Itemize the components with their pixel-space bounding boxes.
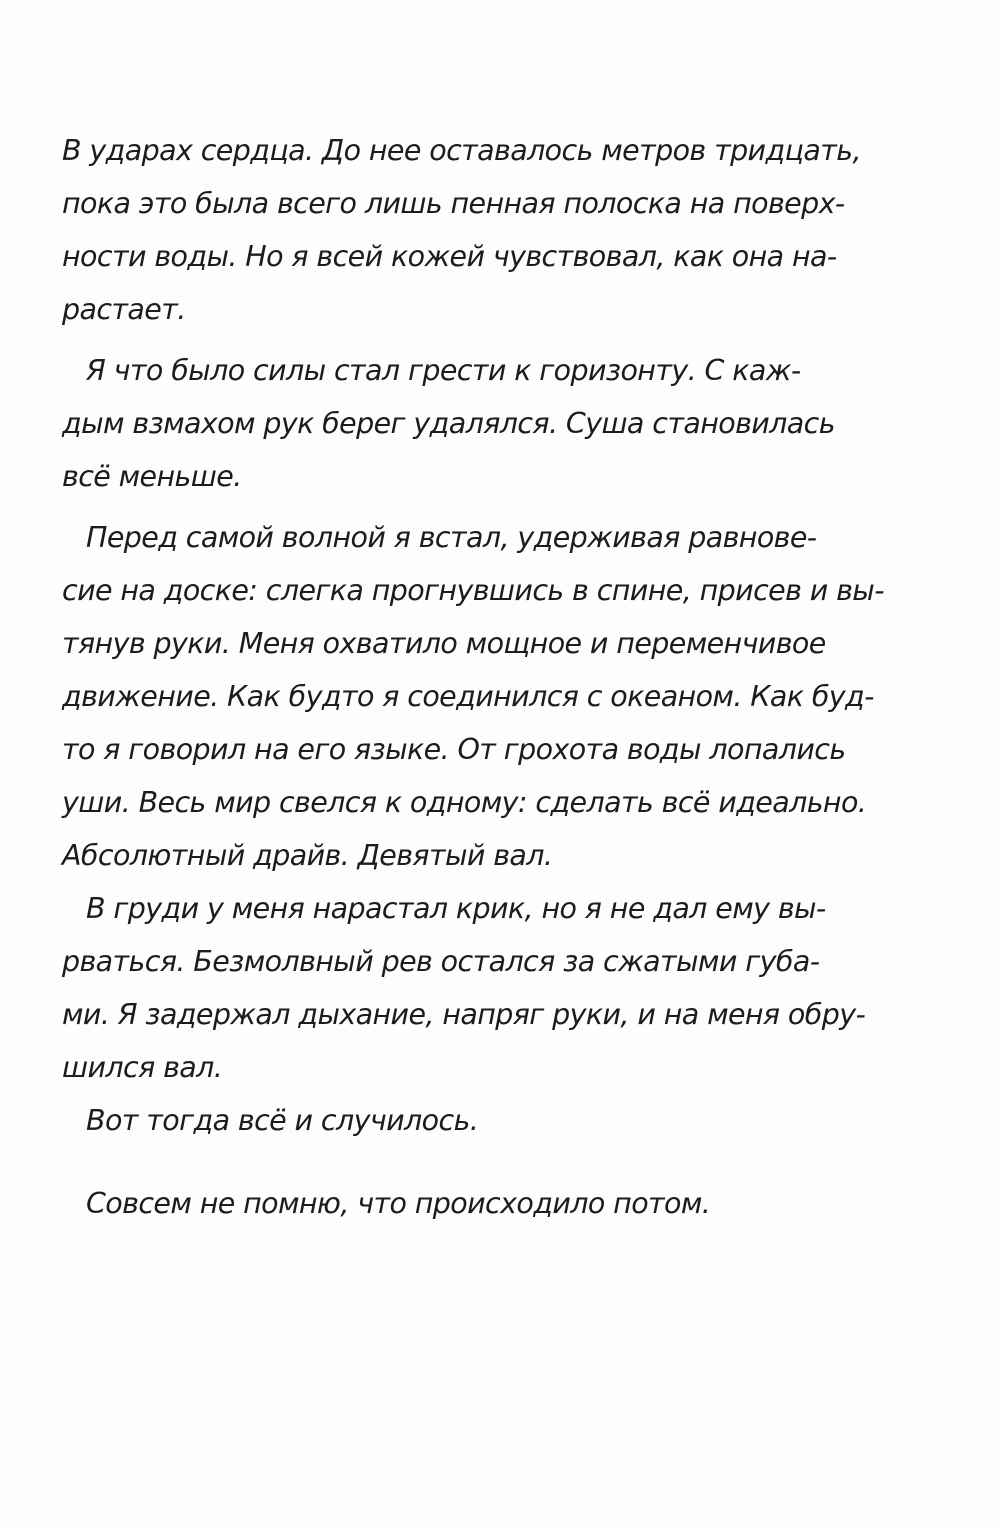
paragraph-2: [62, 344, 835, 503]
paragraph-6: [62, 1177, 832, 1230]
paragraph-3: [62, 511, 884, 882]
text-line: уши. Весь мир свелся к одному: сделать всё идеально.: [62, 786, 867, 819]
text-line: тянув руки. Меня охватило мощное и переменчивое: [62, 627, 826, 660]
text-line: движение. Как будто я соединился с океаном. Как буд-: [62, 680, 874, 713]
text-line: В груди у меня нарастал крик, но я не дал ему вы-: [86, 892, 826, 925]
text-line: шился вал.: [62, 1051, 223, 1084]
text-line: растает.: [62, 293, 186, 326]
text-line: Перед самой волной я встал, удерживая равнове-: [86, 521, 817, 554]
text-line: Я что было силы стал грести к горизонту. С каж-: [86, 354, 801, 387]
text-line: пока это была всего лишь пенная полоска на поверх-: [62, 187, 845, 220]
text-line: всё меньше.: [62, 460, 242, 493]
text-line: ности воды. Но я всей кожей чувствовал, как она на-: [62, 240, 837, 273]
text-line: то я говорил на его языке. От грохота воды лопались: [62, 733, 846, 766]
paragraph-4: [62, 882, 866, 1094]
text-line: Абсолютный драйв. Девятый вал.: [62, 839, 553, 872]
text-line: В ударах сердца. До нее оставалось метров тридцать,: [62, 134, 861, 167]
body-text: [62, 124, 884, 1230]
text-line: сие на доске: слегка прогнувшись в спине, присев и вы-: [62, 574, 884, 607]
text-line: рваться. Безмолвный рев остался за сжатыми губа-: [62, 945, 820, 978]
text-line: Совсем не помню, что происходило потом.: [86, 1187, 711, 1220]
text-line: Вот тогда всё и случилось.: [86, 1104, 479, 1137]
text-line: ми. Я задержал дыхание, напряг руки, и на меня обру-: [62, 998, 866, 1031]
paragraph-1: [62, 124, 861, 336]
paragraph-5: [62, 1094, 832, 1147]
text-line: дым взмахом рук берег удалялся. Суша становилась: [62, 407, 835, 440]
